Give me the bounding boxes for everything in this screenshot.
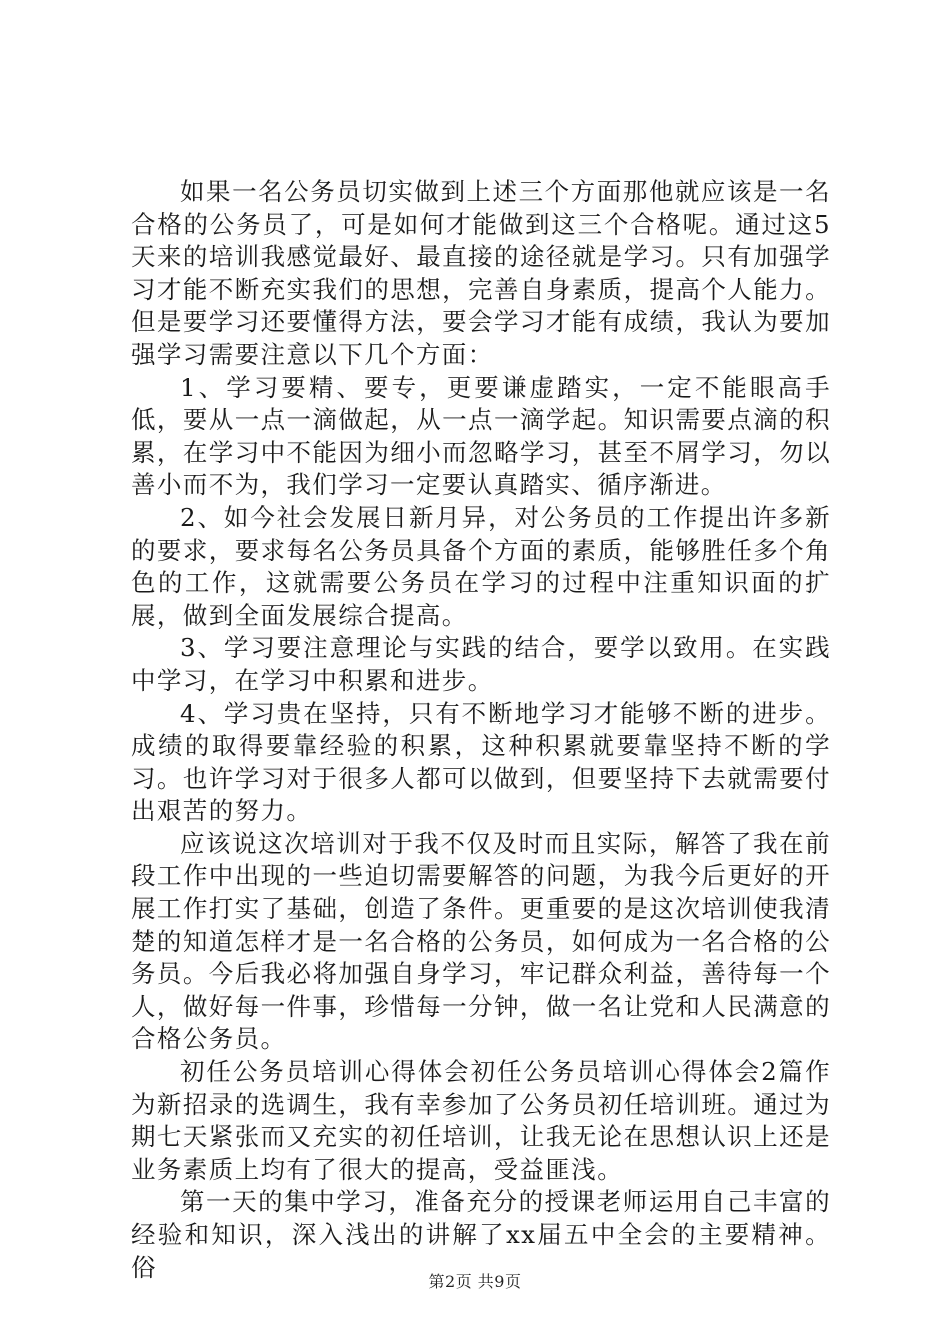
paragraph-first-day: 第一天的集中学习，准备充分的授课老师运用自己丰富的经验和知识，深入浅出的讲解了xx届五中全会的主要精神。俗 <box>131 1187 831 1282</box>
document-body <box>131 176 831 1284</box>
paragraph-point-2: 2、如今社会发展日新月异，对公务员的工作提出许多新的要求，要求每名公务员具备个方面的素质，能够胜任多个角色的工作，这就需要公务员在学习的过程中注重知识面的扩展，做到全面发展综合提高。 <box>131 502 831 630</box>
paragraph-point-1: 1、学习要精、要专，更要谦虚踏实，一定不能眼高手低，要从一点一滴做起，从一点一滴学起。知识需要点滴的积累，在学习中不能因为细小而忽略学习，甚至不屑学习，勿以善小而不为，我们学习一定要认真踏实、循序渐进。 <box>131 372 831 500</box>
paragraph-conclusion: 应该说这次培训对于我不仅及时而且实际，解答了我在前段工作中出现的一些迫切需要解答的问题，为我今后更好的开展工作打实了基础，创造了条件。更重要的是这次培训使我清楚的知道怎样才是一名合格的公务员，如何成为一名合格的公务员。今后我必将加强自身学习，牢记群众利益，善待每一个人，做好每一件事，珍惜每一分钟，做一名让党和人民满意的合格公务员。 <box>131 828 831 1054</box>
paragraph-point-4: 4、学习贵在坚持，只有不断地学习才能够不断的进步。成绩的取得要靠经验的积累，这种积累就要靠坚持不断的学习。也许学习对于很多人都可以做到，但要坚持下去就需要付出艰苦的努力。 <box>131 698 831 826</box>
page-number-footer: 第2页 共9页 <box>428 1272 522 1291</box>
paragraph-intro: 如果一名公务员切实做到上述三个方面那他就应该是一名合格的公务员了，可是如何才能做到这三个合格呢。通过这5天来的培训我感觉最好、最直接的途径就是学习。只有加强学习才能不断充实我们的思想，完善自身素质，提高个人能力。但是要学习还要懂得方法，要会学习才能有成绩，我认为要加强学习需要注意以下几个方面： <box>131 177 831 369</box>
paragraph-point-3: 3、学习要注意理论与实践的结合，要学以致用。在实践中学习，在学习中积累和进步。 <box>131 633 831 695</box>
paragraph-second-article-intro: 初任公务员培训心得体会初任公务员培训心得体会2篇作为新招录的选调生，我有幸参加了公务员初任培训班。通过为期七天紧张而又充实的初任培训，让我无论在思想认识上还是业务素质上均有了很大的提高，受益匪浅。 <box>131 1057 831 1184</box>
